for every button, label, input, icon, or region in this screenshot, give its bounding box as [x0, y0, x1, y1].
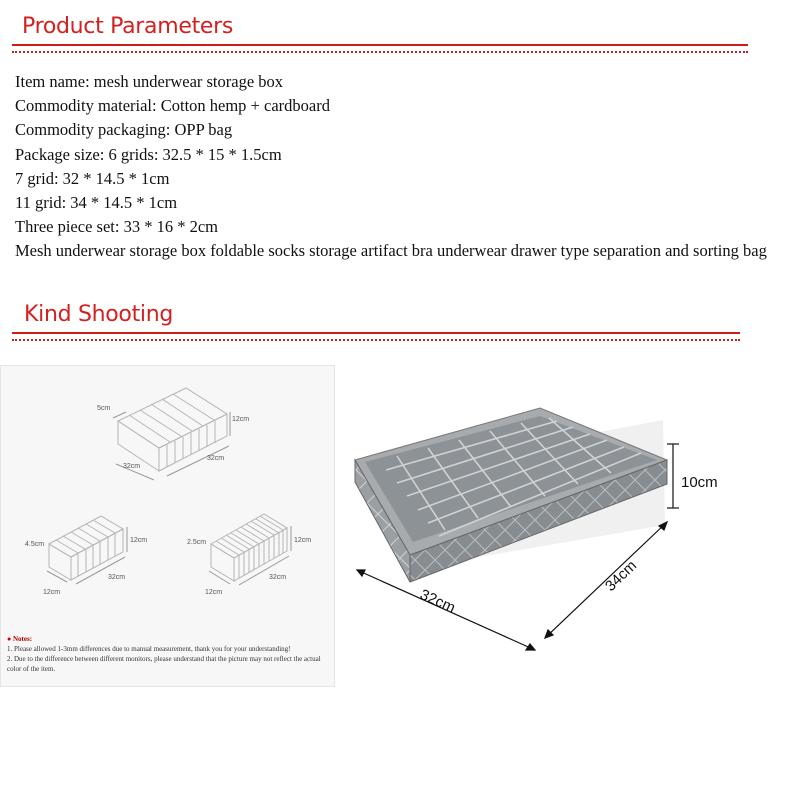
- section-title-product-parameters: Product Parameters: [22, 14, 234, 39]
- section-title-kind-shooting: Kind Shooting: [24, 302, 174, 327]
- width-label: 32cm: [417, 586, 458, 617]
- param-package-size: Package size: 6 grids: 32.5 * 15 * 1.5cm: [15, 144, 282, 164]
- title-underline: [12, 44, 748, 46]
- notes-block: ● Notes: 1. Please allowed 1-3mm differences due to manual measurement, thank you for your understanding! 2. Due to the difference between different monitors, please understand that the picture may not reflect the actual color of the item.: [7, 634, 332, 674]
- param-item-name: Item name: mesh underwear storage box: [15, 72, 284, 91]
- box1-depth-label: 32cm: [207, 455, 225, 462]
- title-dotted-line: [12, 51, 748, 53]
- box3-height-label: 12cm: [294, 537, 312, 544]
- box1-length-label: 32cm: [123, 463, 141, 470]
- box2-height-label: 12cm: [130, 537, 148, 544]
- notes-heading: Notes:: [12, 635, 33, 643]
- title-dotted-line-2: [12, 339, 740, 341]
- param-11-grid: 11 grid: 34 * 14.5 * 1cm: [15, 193, 178, 213]
- title-underline-2: [12, 332, 740, 334]
- box2-length-label: 32cm: [108, 574, 126, 581]
- box3-width-label: 2.5cm: [187, 539, 207, 546]
- storage-box-illustration: [345, 360, 718, 660]
- product-photo-panel: [345, 360, 718, 660]
- param-7-grid: 7 grid: 32 * 14.5 * 1cm: [15, 168, 170, 188]
- parameters-list: [15, 70, 790, 264]
- param-description: Mesh underwear storage box foldable socks storage artifact bra underwear drawer type separation and sorting bag: [15, 241, 767, 261]
- box2-width-label: 4.5cm: [25, 541, 45, 548]
- height-label: 10cm: [681, 474, 718, 491]
- param-material: Commodity material: Cotton hemp + cardboard: [15, 96, 330, 116]
- notes-line-2: 2. Due to the difference between different monitors, please understand that the picture may not reflect the actual color of the item.: [7, 655, 321, 673]
- box3-depth-label: 12cm: [205, 589, 223, 596]
- param-packaging: Commodity packaging: OPP bag: [15, 120, 233, 140]
- depth-label: 34cm: [601, 557, 641, 595]
- notes-line-1: 1. Please allowed 1-3mm differences due to manual measurement, thank you for your understanding!: [7, 645, 291, 653]
- dimension-drawings: [1, 366, 336, 631]
- box1-height-label: 12cm: [232, 416, 250, 423]
- param-three-piece-set: Three piece set: 33 * 16 * 2cm: [15, 217, 218, 237]
- box1-width-label: 5cm: [97, 405, 111, 412]
- box3-length-label: 32cm: [269, 574, 287, 581]
- box2-depth-label: 12cm: [43, 589, 61, 596]
- dimension-diagram-panel: [0, 365, 335, 687]
